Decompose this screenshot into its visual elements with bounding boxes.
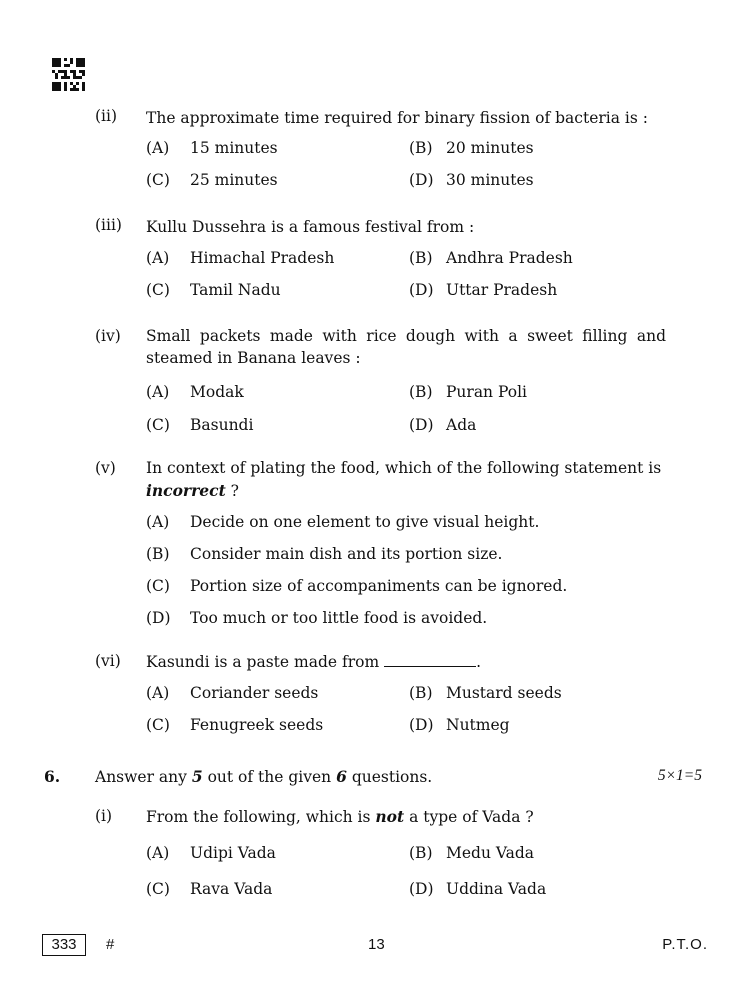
- option-text: Udipi Vada: [190, 844, 276, 862]
- qr-code-icon: [52, 58, 85, 91]
- option-label: (B): [409, 684, 433, 702]
- question-number: 6.: [44, 767, 61, 786]
- please-turn-over: P.T.O.: [662, 936, 708, 953]
- question-stem: In context of plating the food, which of the following statement is: [146, 459, 662, 477]
- option-text: 30 minutes: [446, 171, 534, 189]
- stem-end: .: [476, 653, 482, 671]
- option-text: Medu Vada: [446, 844, 535, 862]
- option-label: (B): [409, 249, 433, 267]
- question-number: (iii): [95, 216, 122, 234]
- option-text: 15 minutes: [190, 139, 278, 157]
- option-text: Fenugreek seeds: [190, 716, 324, 734]
- emphasis-word: not: [375, 807, 405, 826]
- option-label: (A): [146, 249, 170, 267]
- instr-text: out of the given: [207, 768, 332, 786]
- option-text: Andhra Pradesh: [446, 249, 573, 267]
- option-label: (B): [146, 545, 170, 563]
- option-text: Ada: [446, 416, 477, 434]
- question-stem: Kullu Dussehra is a famous festival from :: [146, 218, 475, 236]
- fill-in-blank: [384, 652, 476, 667]
- question-stem: [146, 807, 534, 826]
- instr-text: Answer any: [95, 768, 187, 786]
- option-text: Consider main dish and its portion size.: [190, 545, 503, 563]
- option-label: (D): [146, 609, 171, 627]
- option-label: (C): [146, 416, 170, 434]
- option-label: (C): [146, 171, 170, 189]
- option-label: (D): [409, 281, 434, 299]
- instr-number: 5: [191, 767, 203, 786]
- marks-allocation: 5×1=5: [657, 767, 702, 784]
- option-label: (A): [146, 844, 170, 862]
- option-text: Uttar Pradesh: [446, 281, 558, 299]
- instr-number: 6: [336, 767, 347, 786]
- option-label: (D): [409, 416, 434, 434]
- option-text: 20 minutes: [446, 139, 534, 157]
- option-text: Nutmeg: [446, 716, 510, 734]
- option-label: (D): [409, 171, 434, 189]
- option-label: (B): [409, 383, 433, 401]
- question-number: (v): [95, 459, 116, 477]
- question-number: (vi): [95, 652, 121, 670]
- option-text: Too much or too little food is avoided.: [190, 609, 488, 627]
- option-label: (C): [146, 577, 170, 595]
- stem-suffix: ?: [225, 482, 239, 500]
- option-label: (A): [146, 383, 170, 401]
- stem-text: a type of Vada ?: [409, 808, 534, 826]
- stem-text: From the following, which is: [146, 808, 371, 826]
- emphasis-word: incorrect: [146, 481, 226, 500]
- question-number: (ii): [95, 107, 118, 125]
- question-instruction: [95, 767, 432, 786]
- option-text: Uddina Vada: [446, 880, 547, 898]
- question-stem: The approximate time required for binary fission of bacteria is :: [146, 109, 648, 127]
- page-number: 13: [368, 936, 385, 953]
- question-stem: Small packets made with rice dough with a sweet filling and steamed in Banana leaves :: [146, 327, 666, 367]
- question-stem: [146, 652, 481, 671]
- option-label: (A): [146, 684, 170, 702]
- option-text: Tamil Nadu: [190, 281, 281, 299]
- option-text: Decide on one element to give visual height.: [190, 513, 540, 531]
- option-text: Coriander seeds: [190, 684, 319, 702]
- option-text: 25 minutes: [190, 171, 278, 189]
- stem-text: Kasundi is a paste made from: [146, 653, 380, 671]
- option-text: Basundi: [190, 416, 254, 434]
- option-label: (B): [409, 844, 433, 862]
- question-number: (i): [95, 807, 113, 825]
- option-text: Rava Vada: [190, 880, 273, 898]
- question-stem-end: [146, 481, 239, 500]
- option-label: (A): [146, 139, 170, 157]
- question-number: (iv): [95, 327, 121, 345]
- option-text: Puran Poli: [446, 383, 528, 401]
- option-text: Himachal Pradesh: [190, 249, 335, 267]
- option-label: (A): [146, 513, 170, 531]
- option-label: (C): [146, 716, 170, 734]
- option-label: (B): [409, 139, 433, 157]
- option-label: (D): [409, 880, 434, 898]
- option-label: (C): [146, 880, 170, 898]
- instr-text: questions.: [351, 768, 433, 786]
- option-text: Mustard seeds: [446, 684, 562, 702]
- option-text: Portion size of accompaniments can be ignored.: [190, 577, 568, 595]
- option-text: Modak: [190, 383, 244, 401]
- option-label: (C): [146, 281, 170, 299]
- option-label: (D): [409, 716, 434, 734]
- paper-code: 333: [42, 934, 86, 956]
- footer-hash: #: [106, 936, 115, 953]
